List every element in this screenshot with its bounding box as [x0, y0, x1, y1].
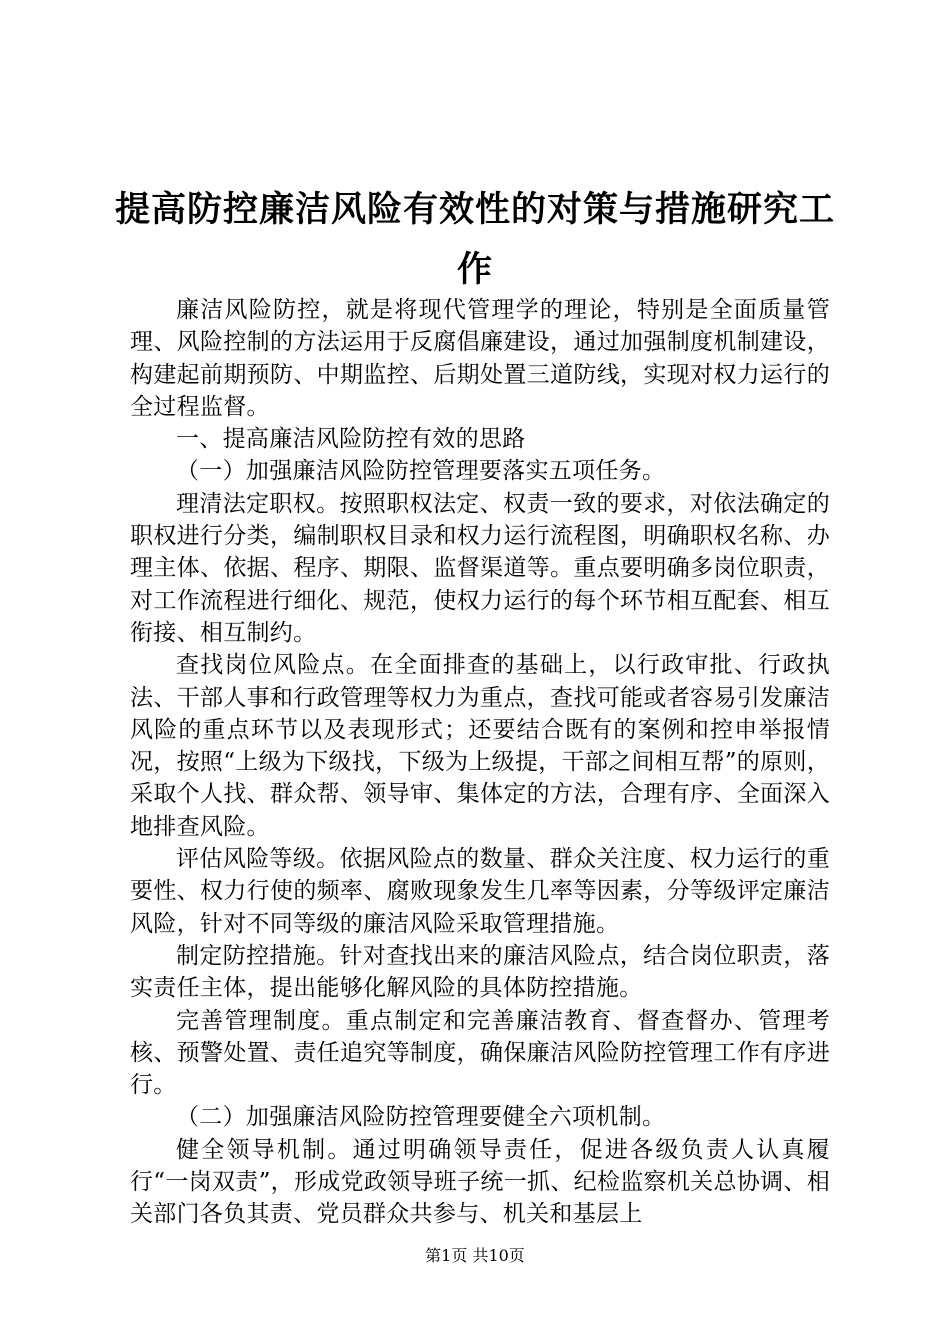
- section-heading-1: 一、提高廉洁风险防控有效的思路: [176, 426, 526, 453]
- paragraph-control-measures: 制定防控措施。针对查找出来的廉洁风险点，结合岗位职责，落实责任主体，提出能够化解风险的具体防控措施。: [130, 942, 830, 1002]
- document-body: [130, 294, 830, 1231]
- paragraph-assess-risk-level: 评估风险等级。依据风险点的数量、群众关注度、权力运行的重要性、权力行使的频率、腐败现象发生几率等因素，分等级评定廉洁风险，针对不同等级的廉洁风险采取管理措施。: [130, 846, 830, 937]
- paragraph-management-system: 完善管理制度。重点制定和完善廉洁教育、督查督办、管理考核、预警处置、责任追究等制度，确保廉洁风险防控管理工作有序进行。: [130, 1007, 830, 1099]
- document-title: 提高防控廉洁风险有效性的对策与措施研究工作: [114, 189, 835, 290]
- paragraph-leadership-mechanism: 健全领导机制。通过明确领导责任，促进各级负责人认真履行“一岗双责”，形成党政领导班子统一抓、纪检监察机关总协调、相关部门各负其责、党员群众共参与、机关和基层上: [130, 1136, 830, 1228]
- paragraph-clarify-authority: 理清法定职权。按照职权法定、权责一致的要求，对依法确定的职权进行分类，编制职权目录和权力运行流程图，明确职权名称、办理主体、依据、程序、期限、监督渠道等。重点要明确多岗位职责，对工作流程进行细化、规范，使权力运行的每个环节相互配套、相互衔接、相互制约。: [130, 490, 830, 646]
- page-footer: 第1页 共10页: [425, 1246, 525, 1265]
- paragraph-intro: 廉洁风险防控，就是将现代管理学的理论，特别是全面质量管理、风险控制的方法运用于反腐倡廉建设，通过加强制度机制建设，构建起前期预防、中期监控、后期处置三道防线，实现对权力运行的全过程监督。: [130, 297, 830, 420]
- paragraph-find-risk-points: 查找岗位风险点。在全面排查的基础上，以行政审批、行政执法、干部人事和行政管理等权力为重点，查找可能或者容易引发廉洁风险的重点环节以及表现形式；还要结合既有的案例和控申举报情况，按照“上级为下级找，下级为上级提，干部之间相互帮”的原则，采取个人找、群众帮、领导审、集体定的方法，合理有序、全面深入地排查风险。: [130, 652, 830, 840]
- subsection-heading-2: （二）加强廉洁风险防控管理要健全六项机制。: [176, 1104, 666, 1131]
- subsection-heading-1: （一）加强廉洁风险防控管理要落实五项任务。: [176, 458, 666, 485]
